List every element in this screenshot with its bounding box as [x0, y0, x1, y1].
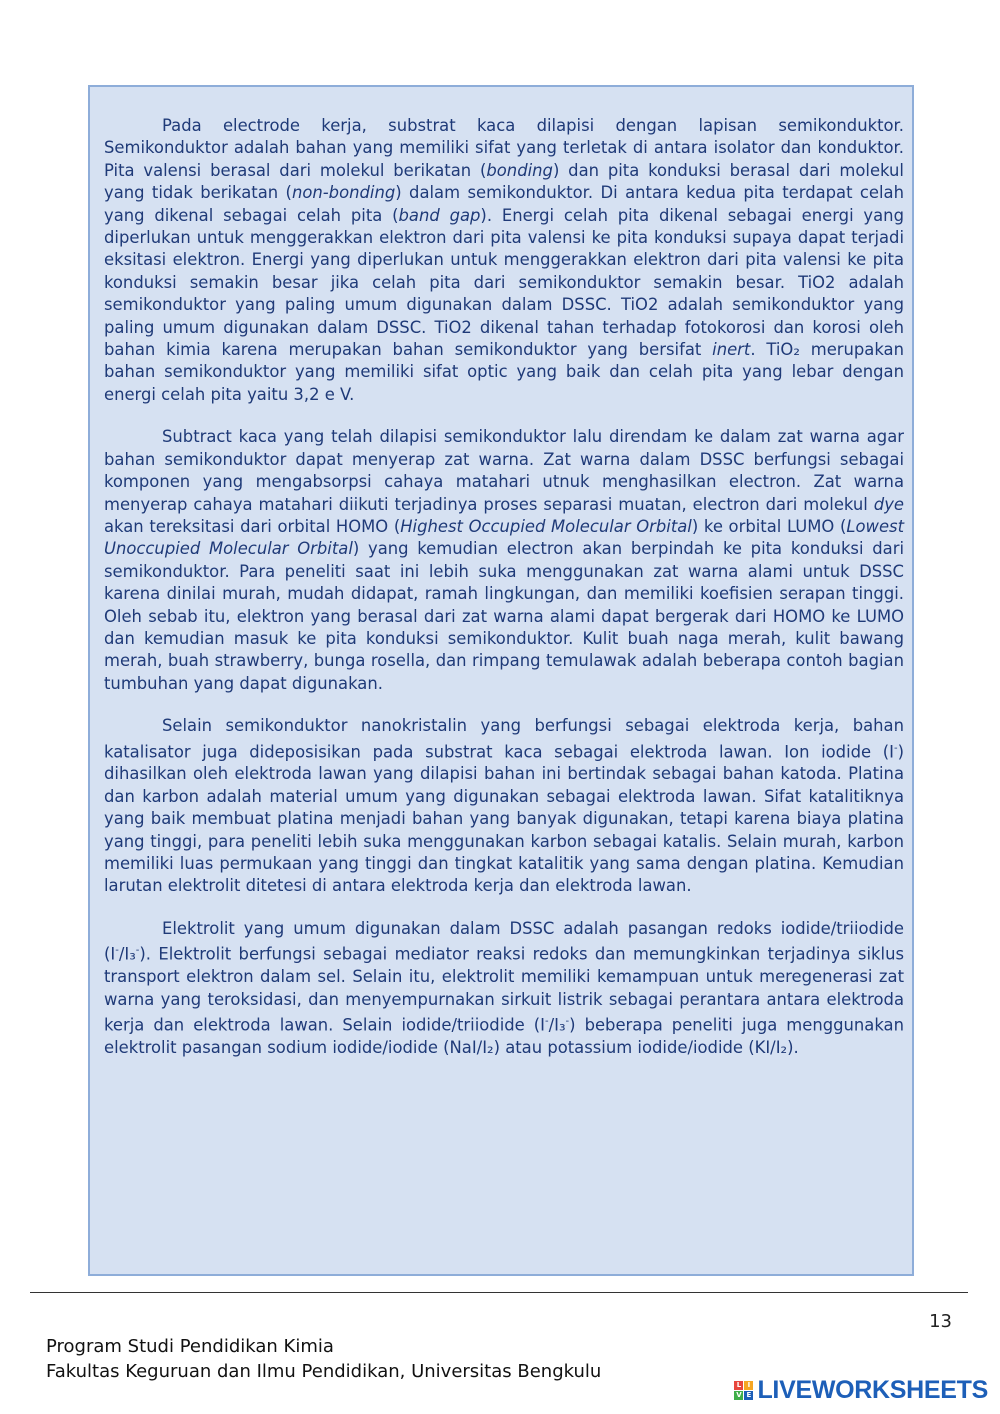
- footer-faculty: Fakultas Keguruan dan Ilmu Pendidikan, Universitas Bengkulu: [46, 1361, 602, 1382]
- superscript: -: [545, 1015, 549, 1027]
- logo-letter-l: L: [734, 1381, 743, 1390]
- logo-letter-e: E: [744, 1391, 753, 1400]
- text-area: [104, 115, 904, 1079]
- italic-term: band gap: [398, 205, 481, 225]
- superscript: -: [565, 1015, 570, 1027]
- superscript: -: [893, 742, 898, 754]
- superscript: -: [135, 945, 140, 957]
- paragraph-3: Selain semikonduktor nanokristalin yang berfungsi sebagai elektroda kerja, bahan katalisator juga dideposisikan pada substrat kaca sebagai elektroda lawan. Ion iodide (I-) dihasilkan oleh elektroda lawan yang dilapisi bahan ini bertindak sebagai bahan katoda. Platina dan karbon adalah material umum yang digunakan sebagai elektroda lawan. Sifat katalitiknya yang baik membuat platina menjadi bahan yang banyak digunakan, tetapi karena biaya platina yang tinggi, para peneliti lebih suka menggunakan karbon sebagai katalis. Selain murah, karbon memiliki luas permukaan yang tinggi dan tingkat katalitik yang sama dengan platina. Kemudian larutan elektrolit ditetesi di antara elektroda kerja dan elektroda lawan.: [104, 716, 904, 896]
- liveworksheets-icon: [734, 1381, 753, 1400]
- paragraph-1: Pada electrode kerja, substrat kaca dilapisi dengan lapisan semikonduktor. Semikonduktor adalah bahan yang memiliki sifat yang terletak di antara isolator dan konduktor. Pita valensi berasal dari molekul berikatan (bonding) dan pita konduksi berasal dari molekul yang tidak berikatan (non-bonding) dalam semikonduktor. Di antara kedua pita terdapat celah yang dikenal sebagai celah pita (band gap). Energi celah pita dikenal sebagai energi yang diperlukan untuk menggerakkan elektron dari pita valensi ke pita konduksi supaya dapat terjadi eksitasi elektron. Energi yang diperlukan untuk menggerakkan elektron dari pita valensi ke pita konduksi semakin besar jika celah pita dari semikonduktor semakin besar. TiO2 adalah semikonduktor yang paling umum digunakan dalam DSSC. TiO2 adalah semikonduktor yang paling umum digunakan dalam DSSC. TiO2 dikenal tahan terhadap fotokorosi dan korosi oleh bahan kimia karena merupakan bahan semikonduktor yang bersifat inert. TiO₂ merupakan bahan semikonduktor yang memiliki sifat optic yang baik dan celah pita yang lebar dengan energi celah pita yaitu 3,2 e V.: [104, 116, 904, 404]
- logo-text: LIVEWORKSHEETS: [757, 1375, 988, 1404]
- content-box: [88, 85, 914, 1276]
- footer-program: Program Studi Pendidikan Kimia: [46, 1336, 334, 1357]
- italic-term: dye: [873, 494, 904, 514]
- page-number: 13: [929, 1311, 952, 1332]
- italic-term: inert: [712, 340, 751, 360]
- italic-term: bonding: [486, 160, 553, 180]
- paragraph-2: Subtract kaca yang telah dilapisi semikonduktor lalu direndam ke dalam zat warna agar bahan semikonduktor dapat menyerap zat warna. Zat warna dalam DSSC berfungsi sebagai komponen yang mengabsorpsi cahaya matahari utnuk menghasilkan electron. Zat warna menyerap cahaya matahari diikuti terjadinya proses separasi muatan, electron dari molekul dye akan tereksitasi dari orbital HOMO (Highest Occupied Molecular Orbital) ke orbital LUMO (Lowest Unoccupied Molecular Orbital) yang kemudian electron akan berpindah ke pita konduksi dari semikonduktor. Para peneliti saat ini lebih suka menggunakan zat warna alami untuk DSSC karena dinilai murah, mudah didapat, ramah lingkungan, dan memiliki koefisien serapan tinggi. Oleh sebab itu, elektron yang berasal dari zat warna alami dapat bergerak dari HOMO ke LUMO dan kemudian masuk ke pita konduksi semikonduktor. Kulit buah naga merah, kulit bawang merah, buah strawberry, bunga rosella, dan rimpang temulawak adalah beberapa contoh bagian tumbuhan yang dapat digunakan.: [104, 427, 904, 693]
- footer-divider: [30, 1292, 968, 1293]
- superscript: -: [115, 945, 119, 957]
- logo-letter-i: I: [744, 1381, 753, 1390]
- italic-term: non-bonding: [291, 183, 396, 203]
- logo-letter-v: V: [736, 1390, 742, 1399]
- italic-term: Highest Occupied Molecular Orbital: [400, 516, 692, 536]
- paragraph-4: Elektrolit yang umum digunakan dalam DSSC adalah pasangan redoks iodide/triiodide (I-/I₃-). Elektrolit berfungsi sebagai mediator reaksi redoks dan memungkinkan terjadinya siklus transport elektron dalam sel. Selain itu, elektrolit memiliki kemampuan untuk meregenerasi zat warna yang teroksidasi, dan menyempurnakan sirkuit listrik sebagai perantara antara elektroda kerja dan elektroda lawan. Selain iodide/triiodide (I-/I₃-) beberapa peneliti juga menggunakan elektrolit pasangan sodium iodide/iodide (NaI/I₂) atau potassium iodide/iodide (KI/I₂).: [104, 918, 904, 1057]
- liveworksheets-logo[interactable]: [734, 1376, 988, 1404]
- italic-term: Lowest Unoccupied Molecular Orbital: [104, 516, 904, 559]
